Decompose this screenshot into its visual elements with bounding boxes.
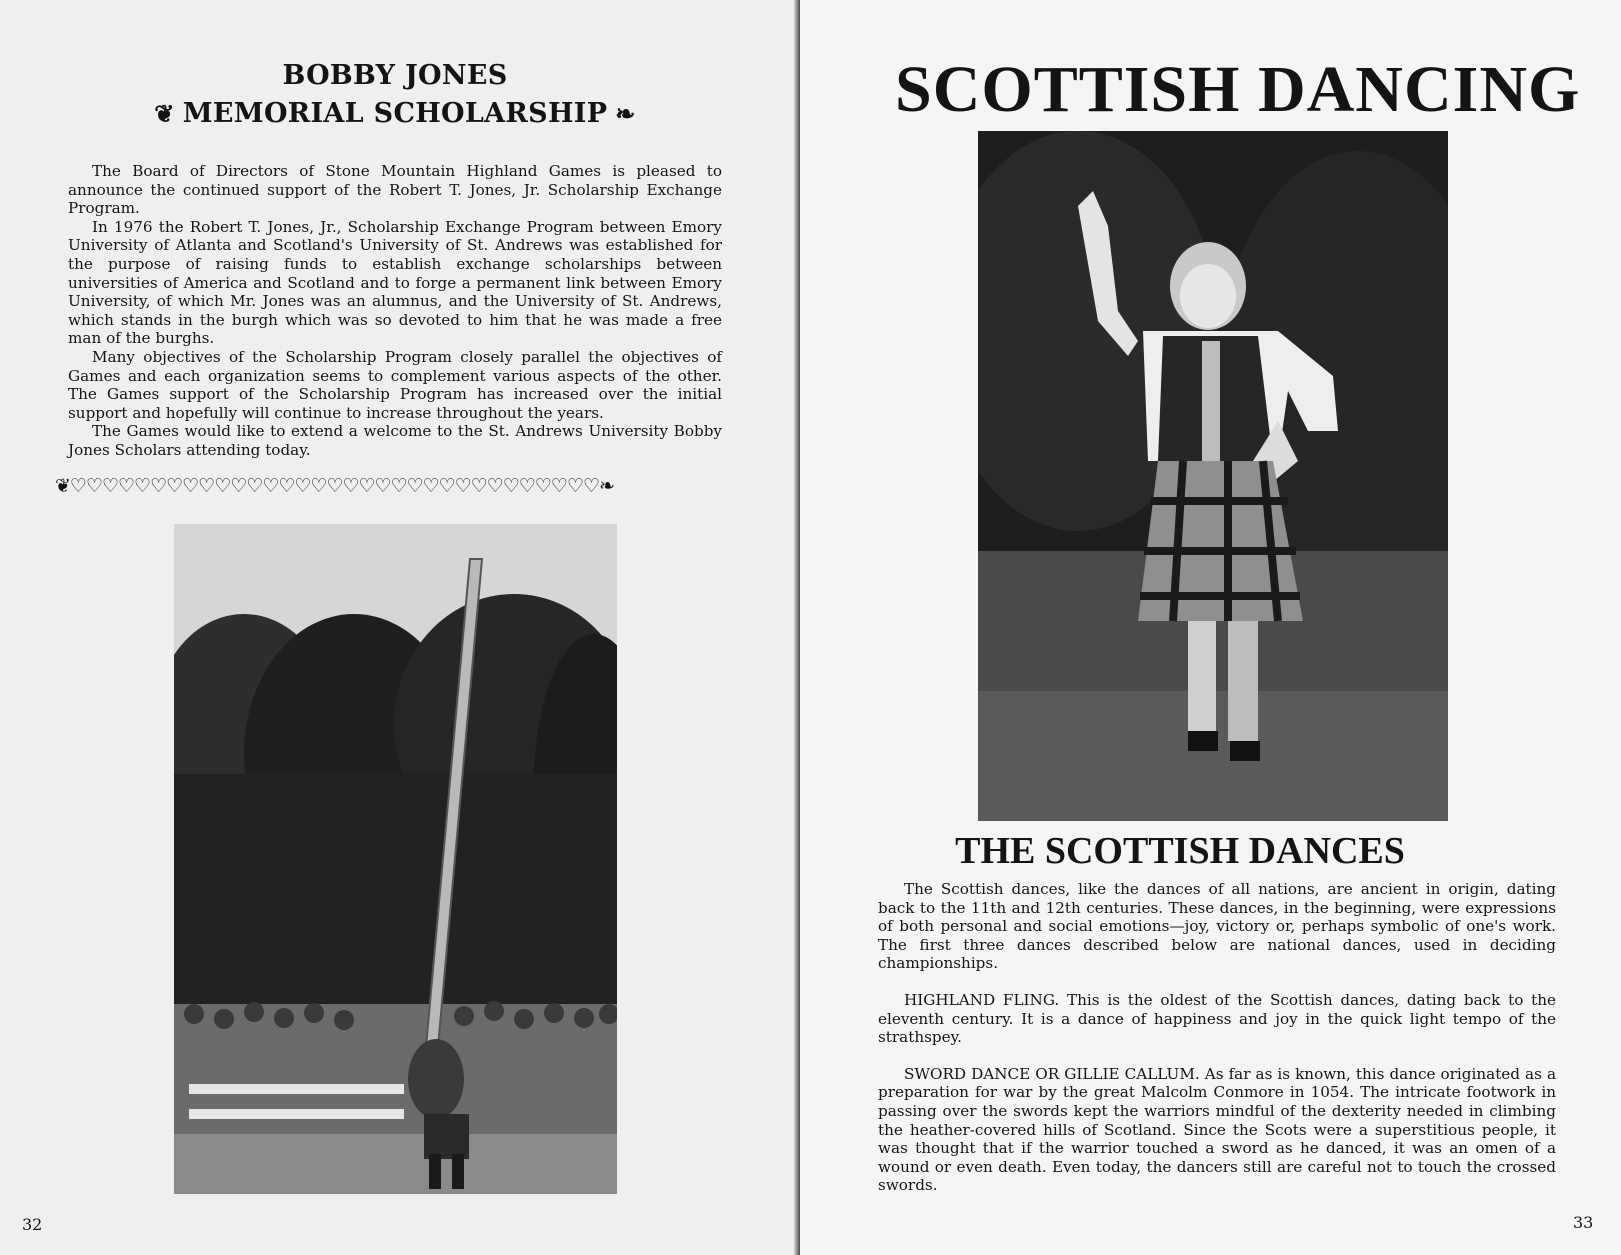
scottish-dances-body	[878, 880, 1556, 1213]
page-number: 33	[1573, 1213, 1594, 1232]
dances-paragraph: The Scottish dances, like the dances of all nations, are ancient in origin, dating back to the 11th and 12th centuries. These dances, in the beginning, were expressions of both personal and social emotions—joy, victory or, perhaps symbolic of one's work. The first three dances described below are national dances, used in deciding championships.	[878, 880, 1556, 973]
scholarship-title-line1: BOBBY JONES	[282, 60, 508, 91]
scholarship-body	[68, 162, 722, 460]
decorative-border-icon: ❦♡♡♡♡♡♡♡♡♡♡♡♡♡♡♡♡♡♡♡♡♡♡♡♡♡♡♡♡♡♡♡♡♡❧	[55, 475, 614, 497]
left-page	[0, 0, 800, 1255]
scholarship-title-line2-row	[60, 98, 730, 129]
caber-toss-photo	[174, 524, 617, 1194]
scholarship-title-line2: MEMORIAL SCHOLARSHIP	[182, 98, 608, 129]
scottish-dancing-title: SCOTTISH DANCING	[895, 53, 1581, 126]
dances-paragraph: HIGHLAND FLING. This is the oldest of the Scottish dances, dating back to the eleventh century. It is a dance of happiness and joy in the quick light tempo of the strathspey.	[878, 990, 1556, 1047]
page-number: 32	[22, 1215, 43, 1234]
dances-paragraph: SWORD DANCE OR GILLIE CALLUM. As far as is known, this dance originated as a preparation for war by the great Malcolm Conmore in 1054. The intricate footwork in passing over the swords kept the warriors mindful of the dexterity needed in climbing the heather-covered hills of Scotland. Since the Scots were a superstitious people, it was thought that if the warrior touched a sword as he danced, it was an omen of a wound or even death. Even today, the dancers still are careful not to touch the crossed swords.	[878, 1064, 1556, 1195]
highland-dancer-photo	[978, 131, 1448, 821]
scholarship-paragraph: The Games would like to extend a welcome to the St. Andrews University Bobby Jones Scholars attending today.	[68, 422, 722, 459]
thistle-ornament-icon: ❦	[154, 99, 175, 128]
scottish-dances-subtitle: THE SCOTTISH DANCES	[955, 830, 1405, 872]
scholarship-paragraph: The Board of Directors of Stone Mountain Highland Games is pleased to announce the continued support of the Robert T. Jones, Jr. Scholarship Exchange Program.	[68, 162, 722, 218]
thistle-ornament-icon: ❧	[615, 99, 636, 128]
scholarship-paragraph: Many objectives of the Scholarship Program closely parallel the objectives of Games and each organization seems to complement various aspects of the other. The Games support of the Scholarship Program has increased over the initial support and hopefully will continue to increase throughout the years.	[68, 347, 722, 422]
scholarship-paragraph: In 1976 the Robert T. Jones, Jr., Scholarship Exchange Program between Emory University of Atlanta and Scotland's University of St. Andrews was established for the purpose of raising funds to establish exchange scholarships between universities of America and Scotland and to forge a permanent link between Emory University, of which Mr. Jones was an alumnus, and the University of St. Andrews, which stands in the burgh which was so devoted to him that he was made a free man of the burghs.	[68, 217, 722, 348]
